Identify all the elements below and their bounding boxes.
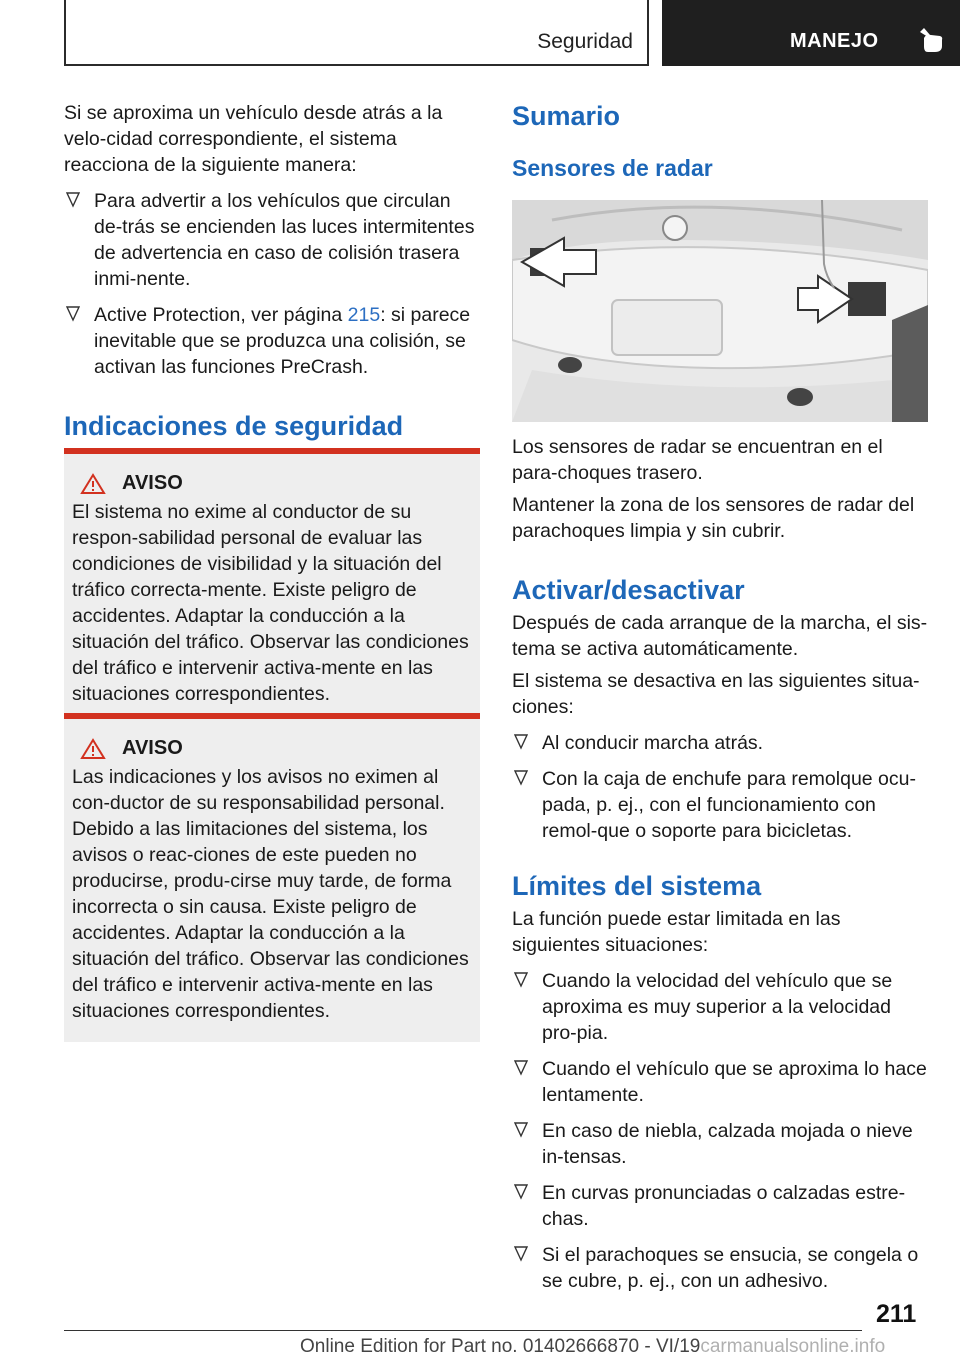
section-tab	[64, 0, 649, 66]
warning-triangle-icon	[80, 473, 106, 495]
warning-text: Las indicaciones y los avisos no eximen al con-ductor de su responsabilidad personal. Debido a las limitaciones del sistema, los avisos o reac-ciones de este pueden no producirse, produ-cirse muy tarde, de forma incorrecta o sin causa. Existe peligro de accidentes. Adaptar la conducción a la situación del tráfico. Observar las condiciones del tráfico e intervenir activa-mente en las situaciones correspondientes.	[72, 766, 469, 1022]
safety-heading: Indicaciones de seguridad	[64, 411, 404, 441]
sensores-p2: Mantener la zona de los sensores de radar del parachoques limpia y sin cubrir.	[512, 494, 915, 542]
activar-p1: Después de cada arranque de la marcha, el sis-tema se activa automáticamente.	[512, 612, 928, 660]
left-column	[64, 100, 480, 442]
list-item: Cuando la velocidad del vehículo que se aproxima es muy superior a la velocidad pro-pia.	[512, 968, 928, 1046]
footer-edition: Online Edition for Part no. 01402666870 - VI/19carmanualsonline.info	[300, 1336, 886, 1357]
limites-p1: La función puede estar limitada en las siguientes situaciones:	[512, 908, 841, 956]
sensores-p1: Los sensores de radar se encuentran en el para-choques trasero.	[512, 436, 883, 484]
footer-divider	[64, 1330, 862, 1331]
triangle-bullet-icon	[514, 972, 528, 988]
list-item: Si el parachoques se ensucia, se congela o se cubre, p. ej., con un adhesivo.	[512, 1242, 928, 1294]
page-number: 211	[876, 1300, 917, 1328]
activar-heading: Activar/desactivar	[512, 575, 745, 605]
list-item: Cuando el vehículo que se aproxima lo hace lentamente.	[512, 1056, 928, 1108]
triangle-bullet-icon	[514, 770, 528, 786]
list-item: En caso de niebla, calzada mojada o nieve in-tensas.	[512, 1118, 928, 1170]
warning-box	[64, 713, 480, 1042]
list-item: Para advertir a los vehículos que circulan de-trás se encienden las luces intermitentes de advertencia en caso de colisión trasera inmi-nente.	[64, 188, 480, 292]
chapter-title: MANEJO	[790, 30, 879, 52]
section-title: Seguridad	[537, 30, 633, 53]
watermark: carmanualsonline.info	[700, 1336, 886, 1357]
page-link[interactable]: 215	[347, 304, 381, 326]
activar-p2: El sistema se desactiva en las siguientes situa-ciones:	[512, 670, 920, 718]
right-column	[512, 100, 928, 182]
warning-title: AVISO	[122, 472, 183, 494]
limites-heading: Límites del sistema	[512, 871, 762, 901]
triangle-bullet-icon	[514, 1060, 528, 1076]
list-item: Active Protection, ver página 215: si parece inevitable que se produzca una colisión, se activan las funciones PreCrash.	[64, 302, 480, 380]
triangle-bullet-icon	[514, 1184, 528, 1200]
warning-triangle-icon	[80, 738, 106, 760]
car-rear-radar-illustration	[512, 200, 928, 422]
sumario-heading: Sumario	[512, 101, 621, 131]
triangle-bullet-icon	[514, 1122, 528, 1138]
warning-box	[64, 448, 480, 725]
list-item: Con la caja de enchufe para remolque ocu-pada, p. ej., con el funcionamiento con remol-que o soporte para bicicletas.	[512, 766, 928, 844]
steering-hand-icon	[916, 26, 946, 54]
triangle-bullet-icon	[514, 1246, 528, 1262]
intro-paragraph: Si se aproxima un vehículo desde atrás a la velo-cidad correspondiente, el sistema reacciona de la siguiente manera:	[64, 102, 443, 176]
right-column-body	[512, 434, 928, 1294]
triangle-bullet-icon	[66, 192, 80, 208]
chapter-tab	[662, 0, 960, 66]
warning-title: AVISO	[122, 737, 183, 759]
list-item: Al conducir marcha atrás.	[512, 730, 928, 756]
list-item: En curvas pronunciadas o calzadas estre-chas.	[512, 1180, 928, 1232]
sensores-heading: Sensores de radar	[512, 155, 713, 181]
warning-text: El sistema no exime al conductor de su respon-sabilidad personal de evaluar las condiciones de visibilidad y la situación del tráfico correcta-mente. Existe peligro de accidentes. Adaptar la conducción a la situación del tráfico. Observar las condiciones del tráfico e intervenir activa-mente en las situaciones correspondientes.	[72, 501, 469, 705]
triangle-bullet-icon	[514, 734, 528, 750]
triangle-bullet-icon	[66, 306, 80, 322]
